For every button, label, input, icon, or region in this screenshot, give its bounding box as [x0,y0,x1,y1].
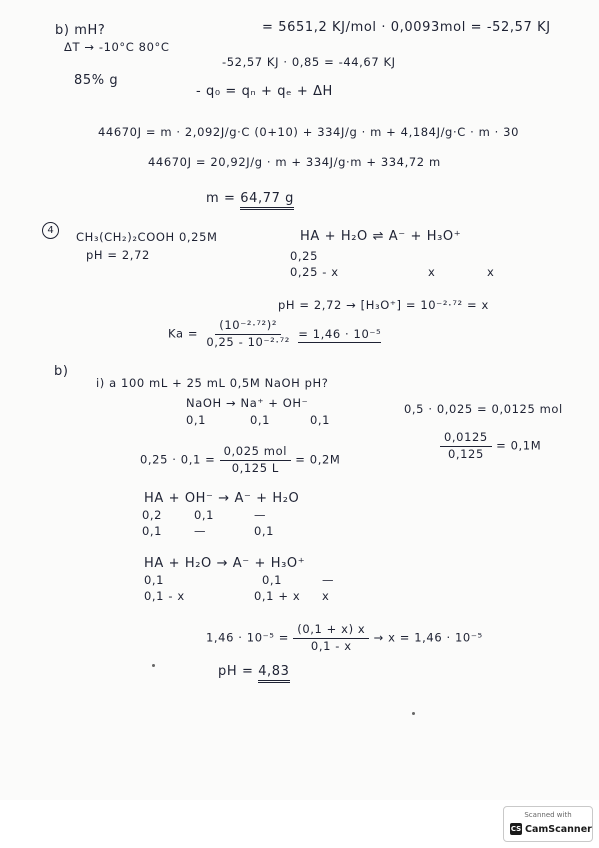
x-h3o: x [487,265,495,279]
heat-eq-simplified: 44670J = 20,92J/g · m + 334J/g·m + 334,72 m [148,155,441,169]
scanned-with-text: Scanned with [524,811,572,819]
moles-naoh: 0,5 · 0,025 = 0,0125 mol [404,402,563,416]
stray-dot [152,664,155,667]
heat-balance-eq: - q₀ = qₙ + qₑ + ΔH [196,84,333,99]
ph-to-conc: pH = 2,72 → [H₃O⁺] = 10⁻²·⁷² = x [278,298,489,312]
ka-expression [168,320,381,348]
oh-result: = 0,1M [496,438,542,453]
percent-note: 85% g [74,73,119,88]
energy-calc-line: = 5651,2 KJ/mol · 0,0093mol = -52,57 KJ [262,20,551,35]
ha-result: = 0,2M [295,452,341,467]
question-number: 4 [42,222,59,239]
final-ph [218,665,290,678]
final-denominator: 0,1 - x [310,638,352,653]
ha-fraction [220,446,291,474]
buffer-ha-init: 0,1 [144,573,165,587]
ka-fraction [202,320,294,348]
ha-numerator: 0,025 mol [220,446,291,461]
stray-dot [412,712,415,715]
buffer-h3o-eq: x [322,589,330,603]
oh-denominator: 0,125 [447,446,484,461]
ka-denominator: 0,25 - 10⁻²·⁷² [206,334,290,349]
buffer-a-eq: 0,1 + x [254,589,301,603]
buffer-ha-eq: 0,1 - x [144,589,185,603]
ka-label: Ka = [168,326,199,341]
ha-denominator: 0,125 L [231,460,279,475]
final-numerator: (0,1 + x) x [293,624,369,639]
na-value: 0,1 [250,413,271,427]
acid-formula: CH₃(CH₂)₂COOH 0,25M [76,230,218,244]
camscanner-watermark [503,806,593,842]
neut-oh-final: — [194,524,207,538]
heat-eq-expanded: 44670J = m · 2,092J/g·C (0+10) + 334J/g · m + 4,184J/g·C · m · 30 [98,125,519,139]
energy-percent-line: -52,57 KJ · 0,85 = -44,67 KJ [222,55,396,69]
mass-result-value: 64,77 g [240,191,294,210]
question-i: i) a 100 mL + 25 mL 0,5M NaOH pH? [96,376,329,390]
neut-a-init: — [254,508,267,522]
x-a-minus: x [428,265,436,279]
part-b-label: b) [54,364,69,379]
equilibrium-conc: 0,25 - x [290,265,339,279]
oh-molarity [440,432,541,460]
neut-a-final: 0,1 [254,524,275,538]
final-ph-value: 4,83 [258,664,289,683]
delta-t-note: ΔT → -10°C 80°C [64,40,170,54]
neut-ha-final: 0,1 [142,524,163,538]
final-equation [206,624,483,652]
naoh-dissociation: NaOH → Na⁺ + OH⁻ [186,396,309,410]
oh-value: 0,1 [310,413,331,427]
buffer-a-init: 0,1 [262,573,283,587]
naoh-value: 0,1 [186,413,207,427]
ka-result: = 1,46 · 10⁻⁵ [298,326,382,341]
oh-numerator: 0,0125 [440,432,492,447]
ha-molarity-left: 0,25 · 0,1 = [140,452,220,467]
final-left: 1,46 · 10⁻⁵ = [206,630,289,645]
buffer-h3o-init: — [322,573,335,587]
heading-b-mh: b) mH? [55,23,106,38]
buffer-equilibrium: HA + H₂O → A⁻ + H₃O⁺ [144,556,306,571]
initial-conc: 0,25 [290,249,319,263]
neut-ha-init: 0,2 [142,508,163,522]
camscanner-logo-icon: CS [510,825,522,833]
neut-oh-init: 0,1 [194,508,215,522]
final-fraction [293,624,369,652]
mass-result-prefix: m = [206,191,236,206]
final-x-result: → x = 1,46 · 10⁻⁵ [373,630,483,645]
camscanner-name: CamScanner [525,824,592,835]
final-ph-prefix: pH = [218,664,254,679]
given-ph: pH = 2,72 [86,248,150,262]
ka-numerator: (10⁻²·⁷²)² [215,320,281,335]
ha-molarity [140,446,340,474]
oh-fraction [440,432,492,460]
neutralization-eq: HA + OH⁻ → A⁻ + H₂O [144,491,300,506]
dissociation-reaction: HA + H₂O ⇌ A⁻ + H₃O⁺ [300,229,462,244]
mass-result [206,192,294,205]
